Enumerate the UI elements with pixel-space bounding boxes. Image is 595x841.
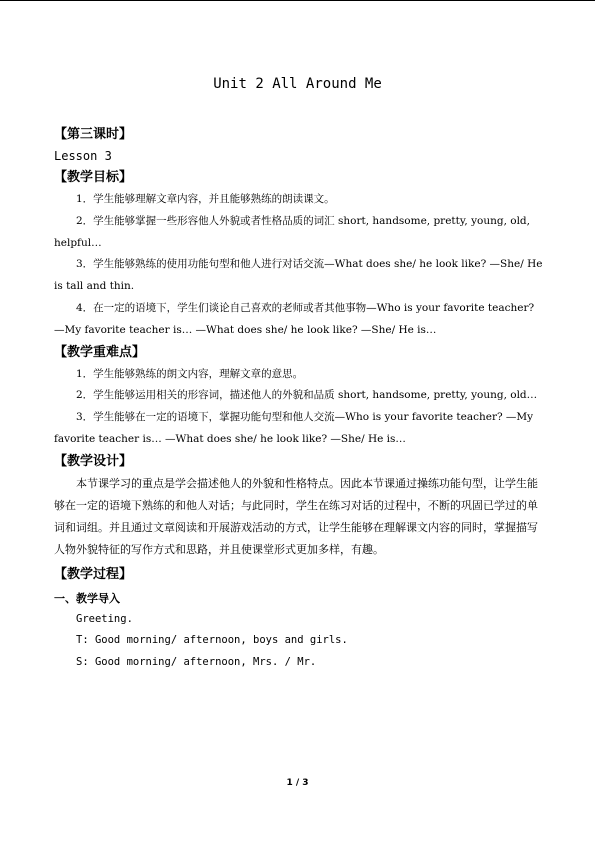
lesson-label: Lesson 3 (54, 149, 112, 163)
goal-item: 3．学生能够熟练的使用功能句型和他人进行对话交流—What does she/ he look like? —She/ He is tall and thin. (54, 258, 543, 293)
top-rule (0, 0, 595, 1)
key-point-item: 3．学生能够在一定的语境下，掌握功能句型和他人交流—Who is your favorite teacher? —My favorite teacher is… —What does she/ he look like? —She/ He is… (54, 411, 534, 445)
section-period-heading: 【第三课时】 (54, 127, 133, 142)
step1-line: T: Good morning/ afternoon, boys and girls. (76, 634, 348, 647)
design-heading: 【教学设计】 (54, 453, 133, 469)
document-body (54, 124, 544, 674)
page-number: 1 / 3 (286, 778, 309, 788)
goal-item: 1．学生能够理解文章内容，并且能够熟练的朗读课文。 (76, 193, 335, 205)
goal-item: 4．在一定的语境下，学生们谈论自己喜欢的老师或者其他事物—Who is your favorite teacher? —My favorite teacher is… —What does she/ he look like? —She/ He is… (54, 301, 535, 336)
goals-heading: 【教学目标】 (54, 170, 133, 185)
step1-line: S: Good morning/ afternoon, Mrs. / Mr. (76, 656, 317, 669)
key-point-item: 2．学生能够运用相关的形容词，描述他人的外貌和品质 short, handsome, pretty, young, old… (76, 389, 538, 402)
key-points-heading: 【教学重难点】 (54, 344, 146, 360)
step1-heading: 一、教学导入 (54, 591, 120, 605)
step1-line: Greeting. (76, 612, 133, 625)
document-title: Unit 2 All Around Me (213, 76, 382, 92)
design-paragraph: 本节课学习的重点是学会描述他人的外貌和性格特点。因此本节课通过操练功能句型，让学生能够在一定的语境下熟练的和他人对话；与此同时，学生在练习对话的过程中，不断的巩固已学过的单词和词组。并且通过文章阅读和开展游戏活动的方式，让学生能够在理解课文内容的同时，掌握描写人物外貌特征的写作方式和思路，并且使课堂形式更加多样，有趣。 (54, 476, 538, 557)
key-point-item: 1．学生能够熟练的朗文内容，理解文章的意思。 (76, 367, 304, 380)
goal-item: 2．学生能够掌握一些形容他人外貌或者性格品质的词汇 short, handsome, pretty, young, old, helpful… (54, 214, 530, 249)
process-heading: 【教学过程】 (54, 566, 133, 582)
